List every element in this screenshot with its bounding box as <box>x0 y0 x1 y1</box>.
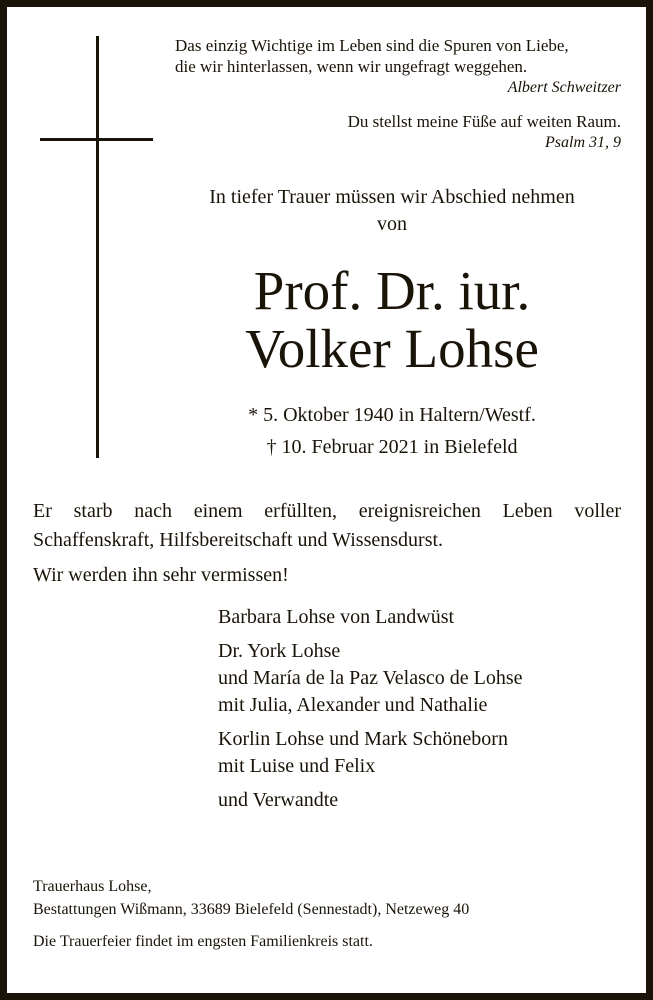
body-paragraph: Er starb nach einem erfüllten, ereignisreichen Leben voller Schaffenskraft, Hilfsbereitschaft und Wissensdurst. <box>33 500 621 551</box>
mourners-list <box>218 604 638 821</box>
quote-author: Albert Schweitzer <box>507 79 621 96</box>
mourner-line: mit Julia, Alexander und Nathalie <box>218 694 488 716</box>
intro-line: In tiefer Trauer müssen wir Abschied nehmen <box>209 186 575 208</box>
quote-line: Du stellst meine Füße auf weiten Raum. <box>347 112 621 131</box>
quote-schweitzer <box>175 35 621 98</box>
mourner-group <box>218 638 638 719</box>
mourner-line: Barbara Lohse von Landwüst <box>218 606 455 628</box>
deceased-name <box>157 262 627 378</box>
mourner-line: und María de la Paz Velasco de Lohse <box>218 667 523 689</box>
mourner-group <box>218 787 638 814</box>
intro-text <box>157 184 627 238</box>
mourner-group <box>218 726 638 780</box>
deceased-fullname: Volker Lohse <box>245 318 539 379</box>
cross-horizontal-bar <box>40 138 153 141</box>
mourner-group <box>218 604 638 631</box>
address-line: Bestattungen Wißmann, 33689 Bielefeld (Sennestadt), Netzeweg 40 <box>33 901 470 918</box>
quote-line: Das einzig Wichtige im Leben sind die Spuren von Liebe, <box>175 36 569 55</box>
address-line: Trauerhaus Lohse, <box>33 878 152 895</box>
quote-author: Psalm 31, 9 <box>545 134 621 151</box>
quote-psalm <box>175 111 621 153</box>
death-date: † 10. Februar 2021 in Bielefeld <box>266 436 518 458</box>
mourner-line: Korlin Lohse und Mark Schöneborn <box>218 728 508 750</box>
body-paragraph: Wir werden ihn sehr vermissen! <box>33 564 289 586</box>
life-dates <box>157 399 627 463</box>
cross-vertical-bar <box>96 36 99 458</box>
mourner-line: und Verwandte <box>218 789 339 811</box>
body-text <box>33 497 621 590</box>
footer <box>33 875 633 953</box>
intro-line: von <box>377 213 407 235</box>
mourner-line: mit Luise und Felix <box>218 755 376 777</box>
deceased-title: Prof. Dr. iur. <box>253 260 531 321</box>
quote-line: die wir hinterlassen, wenn wir ungefragt weggehen. <box>175 57 528 76</box>
birth-date: * 5. Oktober 1940 in Haltern/Westf. <box>248 404 536 426</box>
ceremony-note: Die Trauerfeier findet im engsten Familienkreis statt. <box>33 933 373 950</box>
mourner-line: Dr. York Lohse <box>218 640 341 662</box>
obituary-notice <box>7 7 646 993</box>
